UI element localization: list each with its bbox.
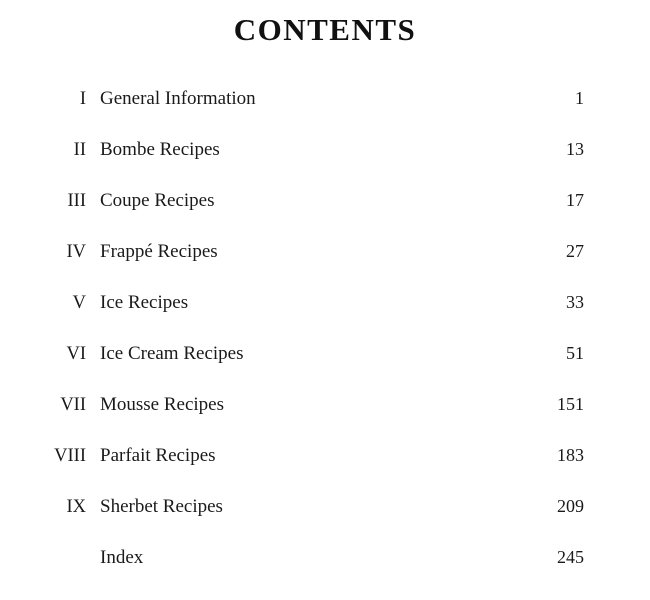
toc-entry-page: 245 <box>557 547 584 567</box>
toc-entry-page: 51 <box>566 343 584 363</box>
toc-entry-page: 151 <box>557 394 584 414</box>
toc-entry-numeral: IX <box>66 497 86 517</box>
toc-entry-label: Bombe Recipes <box>100 139 220 160</box>
toc-entry-label: General Information <box>100 88 256 109</box>
toc-entry-numeral: V <box>72 293 86 313</box>
toc-entry-page: 209 <box>557 496 584 516</box>
page-title: CONTENTS <box>233 12 417 47</box>
toc-entry-page: 17 <box>566 190 584 210</box>
toc-entry-numeral: VI <box>66 344 86 364</box>
toc-entry-page: 27 <box>566 241 584 261</box>
toc-entry[interactable] <box>0 394 650 445</box>
toc-entry-page: 183 <box>557 445 584 465</box>
toc-entry-label: Ice Cream Recipes <box>100 343 244 364</box>
toc-entry[interactable] <box>0 445 650 496</box>
toc-entry-numeral: IV <box>66 242 86 262</box>
toc-entry-page: 1 <box>575 88 584 108</box>
toc-entry-page: 33 <box>566 292 584 312</box>
toc-entry-label: Mousse Recipes <box>100 394 225 415</box>
table-of-contents <box>0 88 650 598</box>
toc-entry-page: 13 <box>566 139 584 159</box>
toc-entry-label: Frappé Recipes <box>100 241 218 262</box>
toc-entry-label: Parfait Recipes <box>100 445 216 466</box>
toc-entry-numeral: VIII <box>54 446 86 466</box>
toc-entry-numeral: I <box>79 89 86 109</box>
toc-entry-label: Ice Recipes <box>100 292 189 313</box>
toc-entry[interactable] <box>0 496 650 547</box>
toc-entry-index[interactable] <box>0 547 650 598</box>
toc-entry[interactable] <box>0 139 650 190</box>
toc-entry[interactable] <box>0 343 650 394</box>
toc-entry[interactable] <box>0 241 650 292</box>
toc-entry-numeral: III <box>67 191 86 211</box>
toc-entry[interactable] <box>0 88 650 139</box>
toc-entry[interactable] <box>0 292 650 343</box>
toc-entry-numeral: VII <box>60 395 86 415</box>
toc-entry-label: Coupe Recipes <box>100 190 215 211</box>
toc-entry-numeral: II <box>73 140 86 160</box>
toc-entry-label: Sherbet Recipes <box>100 496 223 517</box>
toc-entry[interactable] <box>0 190 650 241</box>
toc-entry-label: Index <box>100 547 144 568</box>
